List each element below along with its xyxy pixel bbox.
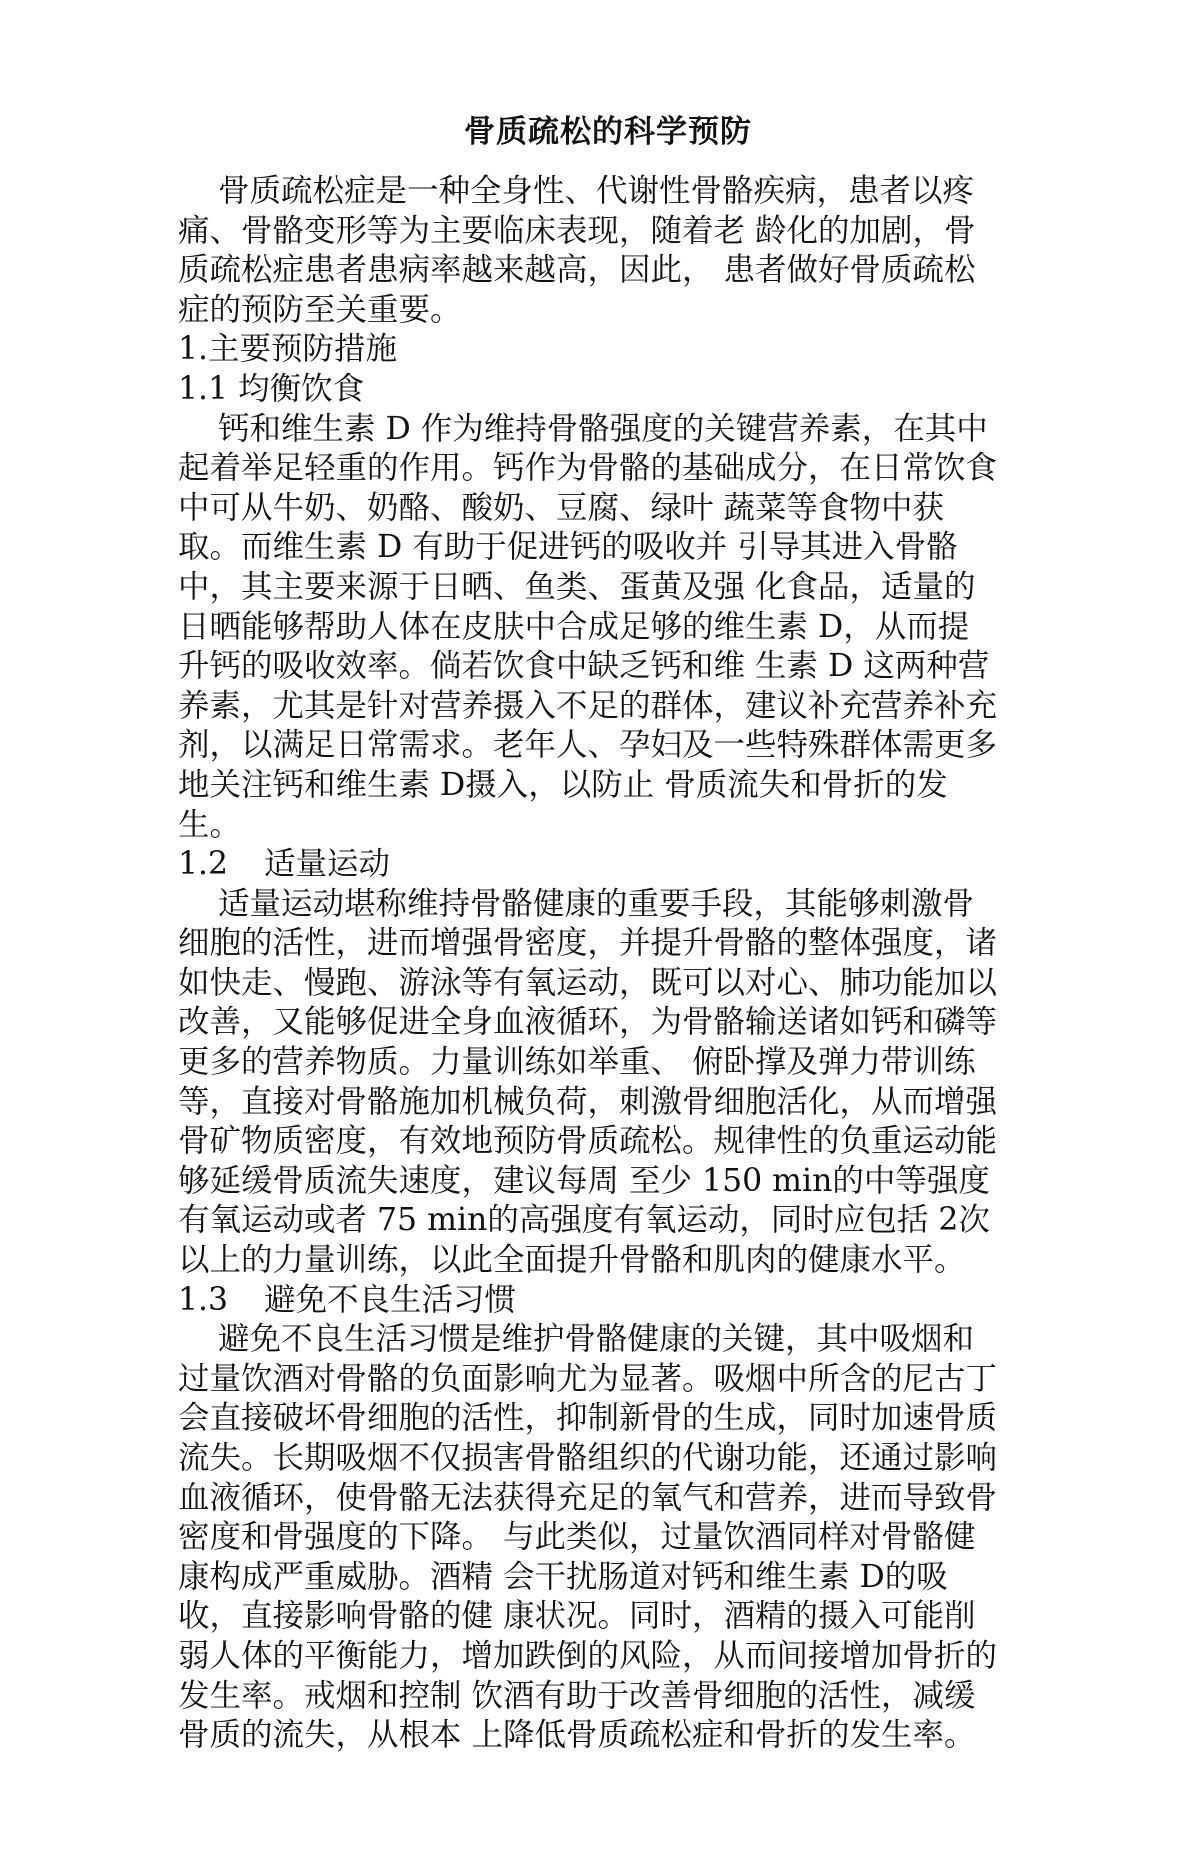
subsection-number: 1.2 xyxy=(178,846,229,883)
subsection-1-3-body: 避免不良生活习惯是维护骨骼健康的关键，其中吸烟和过量饮酒对骨骼的负面影响尤为显著。吸烟中所含的尼古丁会直接破坏骨细胞的活性，抑制新骨的生成，同时加速骨质流失。长期吸烟不仅损害骨骼组织的代谢功能，还通过影响血液循环，使骨骼无法获得充足的氧气和营养，进而导致骨密度和骨强度的下降。 与此类似，过量饮酒同样对骨骼健康构成严重威胁。酒精 会干扰肠道对钙和维生素 D的吸收，直接影响骨骼的健 康状况。同时，酒精的摄入可能削弱人体的平衡能力，增加跌倒的风险，从而间接增加骨折的发生率。戒烟和控制 饮酒有助于改善骨细胞的活性，减缓骨质的流失，从根本 上降低骨质疏松症和骨折的发生率。 xyxy=(178,1321,998,1754)
subsection-title: 避免不良生活习惯 xyxy=(264,1281,517,1318)
document-page xyxy=(178,112,998,1756)
subsection-1-3-heading xyxy=(178,1281,998,1321)
subsection-1-1-heading xyxy=(178,370,998,410)
subsection-title: 均衡饮食 xyxy=(238,370,365,407)
subsection-1-1-body: 钙和维生素 D 作为维持骨骼强度的关键营养素，在其中起着举足轻重的作用。钙作为骨骼的基础成分，在日常饮食中可从牛奶、奶酪、酸奶、豆腐、绿叶 蔬菜等食物中获取。而维生素 D 有助于促进钙的吸收并 引导其进入骨骼中，其主要来源于日晒、鱼类、蛋黄及强 化食品，适量的日晒能够帮助人体在皮肤中合成足够的维生素 D，从而提升钙的吸收效率。倘若饮食中缺乏钙和维 生素 D 这两种营养素，尤其是针对营养摄入不足的群体，建议补充营养补充剂，以满足日常需求。老年人、孕妇及一些特殊群体需更多地关注钙和维生素 D摄入，以防止 骨质流失和骨折的发生。 xyxy=(178,410,998,843)
subsection-title: 适量运动 xyxy=(264,846,391,883)
subsection-1-2-heading xyxy=(178,845,998,885)
subsection-1-2-body: 适量运动堪称维持骨骼健康的重要手段，其能够刺激骨细胞的活性，进而增强骨密度，并提升骨骼的整体强度，诸如快走、慢跑、游泳等有氧运动，既可以对心、肺功能加以改善，又能够促进全身血液循环，为骨骼输送诸如钙和磷等更多的营养物质。力量训练如举重、 俯卧撑及弹力带训练等，直接对骨骼施加机械负荷，刺激骨细胞活化，从而增强骨矿物质密度，有效地预防骨质疏松。规律性的负重运动能够延缓骨质流失速度，建议每周 至少 150 min的中等强度有氧运动或者 75 min的高强度有氧运动，同时应包括 2次以上的力量训练，以此全面提升骨骼和肌肉的健康水平。 xyxy=(178,885,998,1279)
intro-paragraph: 骨质疏松症是一种全身性、代谢性骨骼疾病，患者以疼痛、骨骼变形等为主要临床表现，随着老 龄化的加剧，骨质疏松症患者患病率越来越高，因此， 患者做好骨质疏松症的预防至关重要。 xyxy=(178,173,976,328)
subsection-number: 1.1 xyxy=(178,370,229,407)
document-title: 骨质疏松的科学预防 xyxy=(464,114,752,150)
section-1-heading: 1.主要预防措施 xyxy=(178,331,398,368)
subsection-number: 1.3 xyxy=(178,1281,229,1318)
